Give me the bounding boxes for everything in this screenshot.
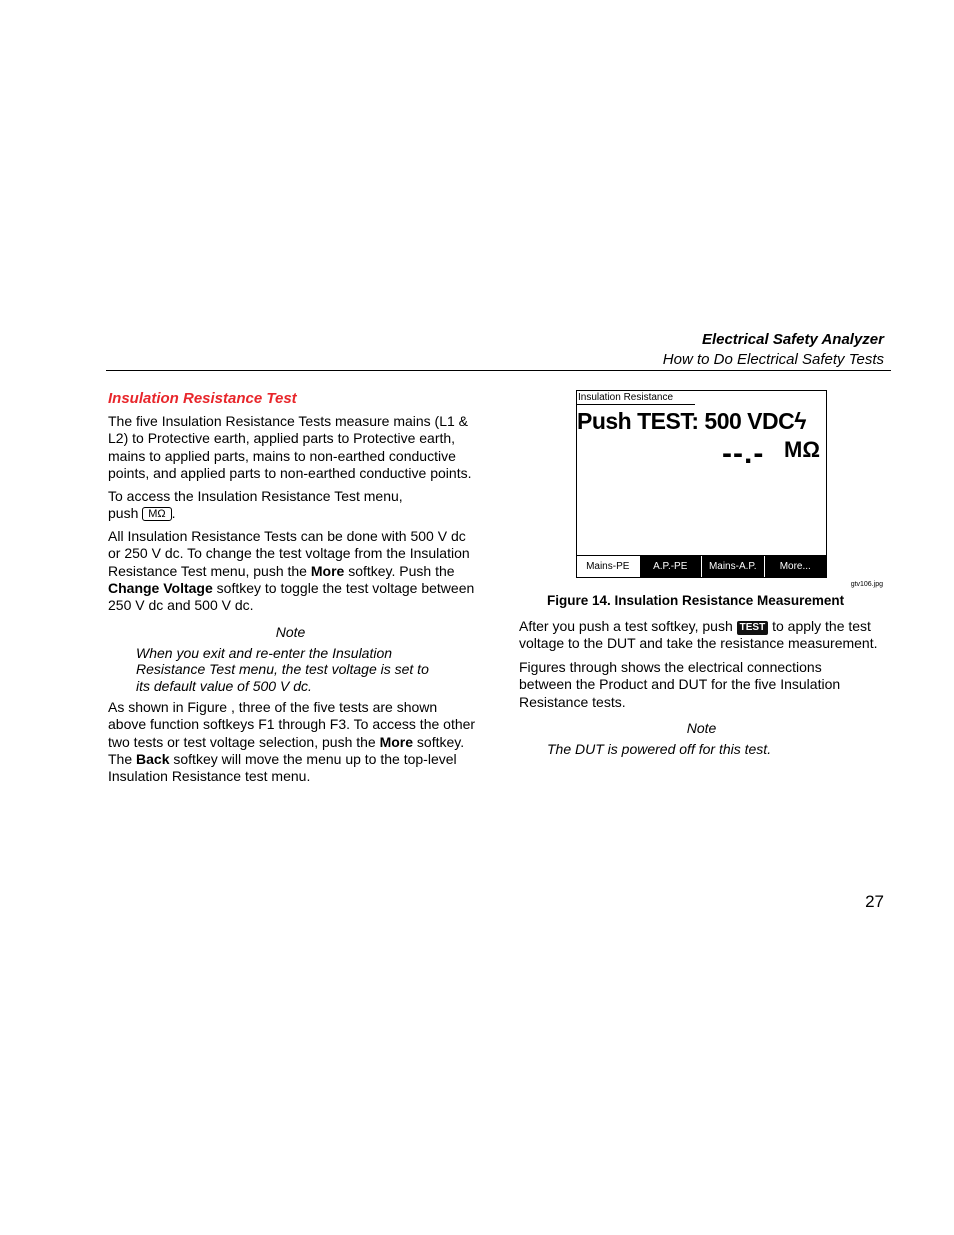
more-softkey-ref: More [310, 562, 345, 579]
softkey-mains-ap: Mains-A.P. [701, 556, 764, 577]
lcd-unit: MΩ [784, 437, 820, 462]
note-text-left: When you exit and re-enter the Insulation Resistance Test menu, the test voltage is set to its default value of 500 V dc. [136, 645, 429, 694]
note-label-left: Note [275, 624, 306, 640]
period-text: . [171, 505, 176, 522]
test-push-text-a: After you push a test softkey, push [519, 618, 733, 634]
section-title: Insulation Resistance Test [108, 390, 297, 407]
header-rule [106, 370, 891, 371]
left-paragraph-4 [108, 699, 478, 785]
running-header-title: Electrical Safety Analyzer [701, 331, 884, 348]
left-paragraph-3 [108, 528, 478, 614]
voltage-text-a: All Insulation Resistance Tests can be done with 500 V dc or 250 V dc. To change the test voltage from the Insulation Resistance Test menu, push the [108, 528, 470, 579]
figures-paragraph: Figures through shows the electrical connections between the Product and DUT for the five Insulation Resistance tests. [519, 659, 841, 710]
softkeys-paragraph [108, 699, 478, 785]
lcd-prompt-text: Push TEST: 500 VDC [577, 408, 795, 434]
page-number: 27 [865, 892, 884, 911]
push-text: push [108, 505, 139, 522]
note-label-right: Note [686, 720, 717, 736]
right-paragraph-1 [519, 618, 894, 653]
change-voltage-softkey-ref: Change Voltage [108, 579, 213, 596]
lcd-softkey-bar [577, 555, 826, 577]
test-push-paragraph [519, 618, 894, 653]
megohm-key-icon: MΩ [142, 507, 171, 521]
voltage-paragraph [108, 528, 478, 614]
left-paragraph-2 [108, 488, 478, 523]
intro-paragraph: The five Insulation Resistance Tests measure mains (L1 & L2) to Protective earth, applied parts to Protective earth, mains to applied parts, mains to non-earthed conductive points, and applied parts to non-earthed conductive points. [108, 413, 472, 481]
softkeys-text-c: softkey will move the menu up to the top-level Insulation Resistance test menu. [108, 750, 457, 785]
softkeys-text-a: As shown in Figure , three of the five tests are shown above function softkeys F1 through F3. To access the other two tests or test voltage selection, push the [108, 699, 476, 750]
figure-caption: Figure 14. Insulation Resistance Measurement [547, 593, 845, 608]
right-paragraph-2 [519, 659, 849, 711]
lcd-reading: --.- [722, 437, 765, 470]
softkey-ap-pe: A.P.-PE [639, 556, 702, 577]
test-push-text-b: to apply the test voltage to the DUT and take the resistance measurement. [519, 618, 878, 652]
back-softkey-ref: Back [136, 750, 170, 767]
note-text-right: The DUT is powered off for this test. [547, 741, 772, 757]
lcd-title-rule [577, 404, 695, 405]
running-header-subtitle: How to Do Electrical Safety Tests [662, 351, 884, 368]
lcd-title: Insulation Resistance [578, 392, 674, 403]
softkey-more: More... [764, 556, 827, 577]
access-paragraph [108, 488, 478, 523]
image-filename-tag: gtv106.jpg [850, 581, 883, 588]
voltage-text-c: softkey to toggle the test voltage between 250 V dc and 500 V dc. [108, 579, 475, 614]
softkeys-text-b: softkey. The [108, 733, 465, 767]
more-softkey-ref-2: More [379, 733, 414, 750]
lcd-prompt [577, 408, 806, 435]
left-paragraph-1 [108, 413, 478, 482]
voltage-text-b: softkey. Push the [344, 562, 455, 579]
lcd-screen-figure [576, 390, 827, 578]
access-text: To access the Insulation Resistance Test menu, [108, 488, 403, 504]
test-key-icon: TEST [737, 621, 769, 635]
softkey-mains-pe: Mains-PE [577, 556, 639, 577]
hazard-voltage-icon: ϟ [794, 408, 806, 434]
